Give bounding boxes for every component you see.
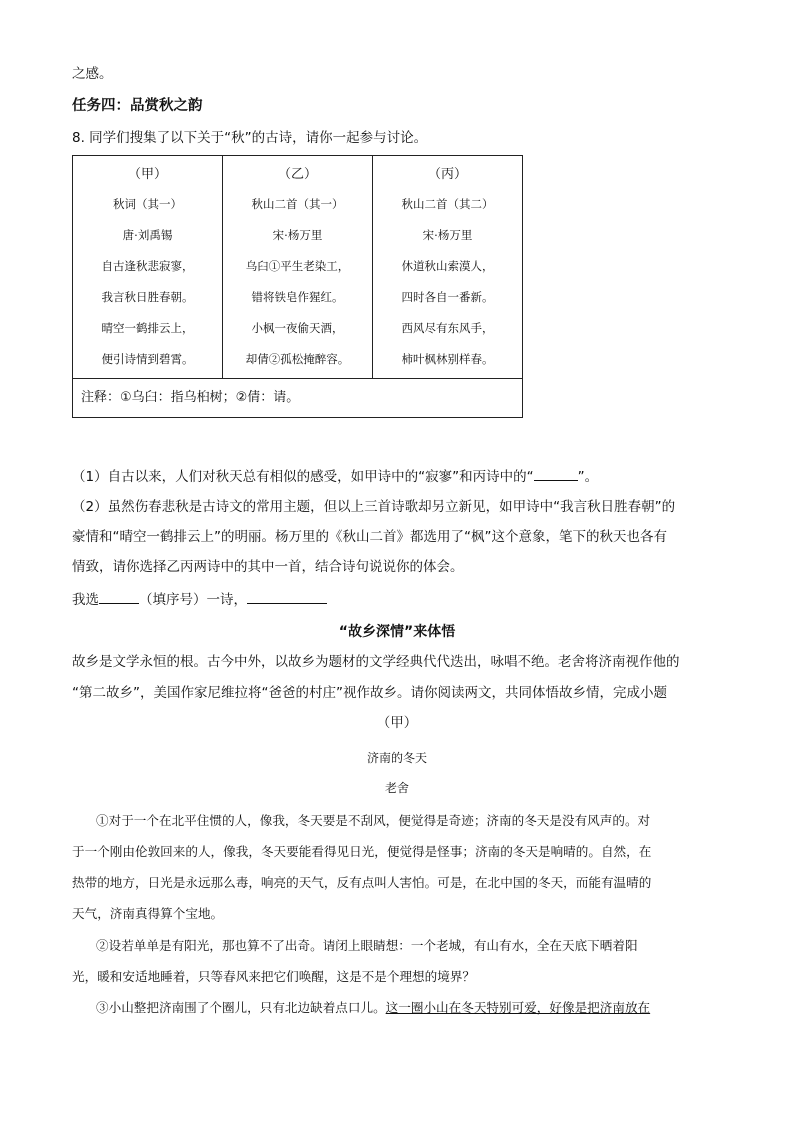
poem-line: 小枫一夜偷天酒， (251, 321, 344, 335)
poem-line: 便引诗情到碧霄。 (101, 352, 194, 366)
question-2-line: 豪情和“晴空一鹤排云上”的明丽。杨万里的《秋山二首》都选用了“枫”这个意象，笔下的秋天也各有 (72, 529, 667, 545)
poem-bing (373, 156, 523, 379)
answer-blank[interactable] (534, 466, 578, 481)
article-text: ③小山整把济南围了个圈儿，只有北边缺着点口儿。 (96, 1000, 386, 1015)
poem-note: 注释：①乌臼：指乌桕树；②倩：请。 (73, 379, 523, 418)
poem-label: （丙） (427, 167, 467, 182)
article-paragraph-line (96, 997, 650, 1016)
question-1-end: ”。 (577, 469, 599, 485)
section-title: “故乡深情”来体悟 (338, 624, 456, 640)
poem-line: 乌臼①平生老染工， (245, 259, 350, 273)
poem-line: 西风尽有东风手， (401, 321, 494, 335)
choice-blank[interactable] (99, 589, 139, 604)
intro-line: “第二故乡”，美国作家尼维拉将“爸爸的村庄”视作故乡。请你阅读两文，共同体悟故乡情，完成小题 (72, 685, 667, 701)
article-title: 济南的冬天 (366, 751, 427, 765)
poem-line: 自古逢秋悲寂寥， (101, 259, 194, 273)
article-label: （甲） (376, 715, 418, 731)
poem-author: 宋·杨万里 (272, 228, 323, 242)
poem-author: 唐·刘禹锡 (122, 228, 173, 242)
article-paragraph-line: 天气，济南真得算个宝地。 (72, 906, 224, 921)
poem-line: 却倩②孤松掩醉容。 (245, 352, 350, 366)
poem-title: 秋山二首（其二） (401, 197, 494, 211)
question-2-line: 情致，请你选择乙丙两诗中的其中一首，结合诗句说说你的体会。 (72, 559, 464, 575)
question-1-text: （1）自古以来，人们对秋天总有相似的感受，如甲诗中的“寂寥”和丙诗中的“ (72, 469, 534, 485)
poem-title: 秋山二首（其一） (251, 197, 344, 211)
poem-line: 柿叶枫林别样春。 (401, 352, 494, 366)
intro-line: 故乡是文学永恒的根。古今中外，以故乡为题材的文学经典代代迭出，咏唱不绝。老舍将济南视作他的 (72, 654, 680, 670)
poem-title: 秋词（其一） (113, 197, 182, 211)
choose-label-2: （填序号）一诗， (139, 592, 247, 608)
poem-author: 宋·杨万里 (422, 228, 473, 242)
question-1 (72, 466, 598, 487)
poem-label: （乙） (277, 167, 317, 182)
poem-line: 晴空一鹤排云上， (101, 321, 194, 335)
question-2-line: （2）虽然伤春悲秋是古诗文的常用主题，但以上三首诗歌却另立新见，如甲诗中“我言秋日胜春朝”的 (72, 499, 676, 515)
poem-label: （甲） (127, 167, 167, 182)
task-title: 任务四：品赏秋之韵 (72, 98, 203, 114)
poem-line: 错将铁皂作猩红。 (251, 290, 344, 304)
article-author: 老舍 (384, 781, 409, 795)
poem-jia (73, 156, 223, 379)
poem-yi (223, 156, 373, 379)
article-paragraph-line: 热带的地方，日光是永远那么毒，响亮的天气，反有点叫人害怕。可是，在北中国的冬天，而能有温晴的 (72, 875, 652, 890)
choose-label: 我选 (72, 592, 99, 608)
poem-table (72, 155, 523, 418)
article-paragraph-line: ①对于一个在北平住惯的人，像我，冬天要是不刮风，便觉得是奇迹；济南的冬天是没有风声的。对 (96, 813, 651, 828)
poem-line: 休道秋山索漠人， (401, 259, 494, 273)
poem-line: 四时各自一番新。 (401, 290, 494, 304)
article-paragraph-line: 于一个刚由伦敦回来的人，像我，冬天要能看得见日光，便觉得是怪事；济南的冬天是响晴的。自然，在 (72, 844, 652, 859)
continued-text: 之感。 (72, 66, 113, 82)
poem-line: 我言秋日胜春朝。 (101, 290, 194, 304)
underlined-sentence: 这一圈小山在冬天特别可爱，好像是把济南放在 (385, 1000, 651, 1015)
article-paragraph-line: ②设若单单是有阳光，那也算不了出奇。请闭上眼睛想：一个老城，有山有水，全在天底下晒着阳 (96, 938, 638, 953)
question-8: 8. 同学们搜集了以下关于“秋”的古诗，请你一起参与讨论。 (72, 130, 428, 146)
answer-blank[interactable] (247, 589, 327, 604)
article-paragraph-line: 光，暖和安适地睡着，只等春风来把它们唤醒，这是不是个理想的境界？ (72, 969, 475, 984)
choose-line (72, 589, 327, 610)
